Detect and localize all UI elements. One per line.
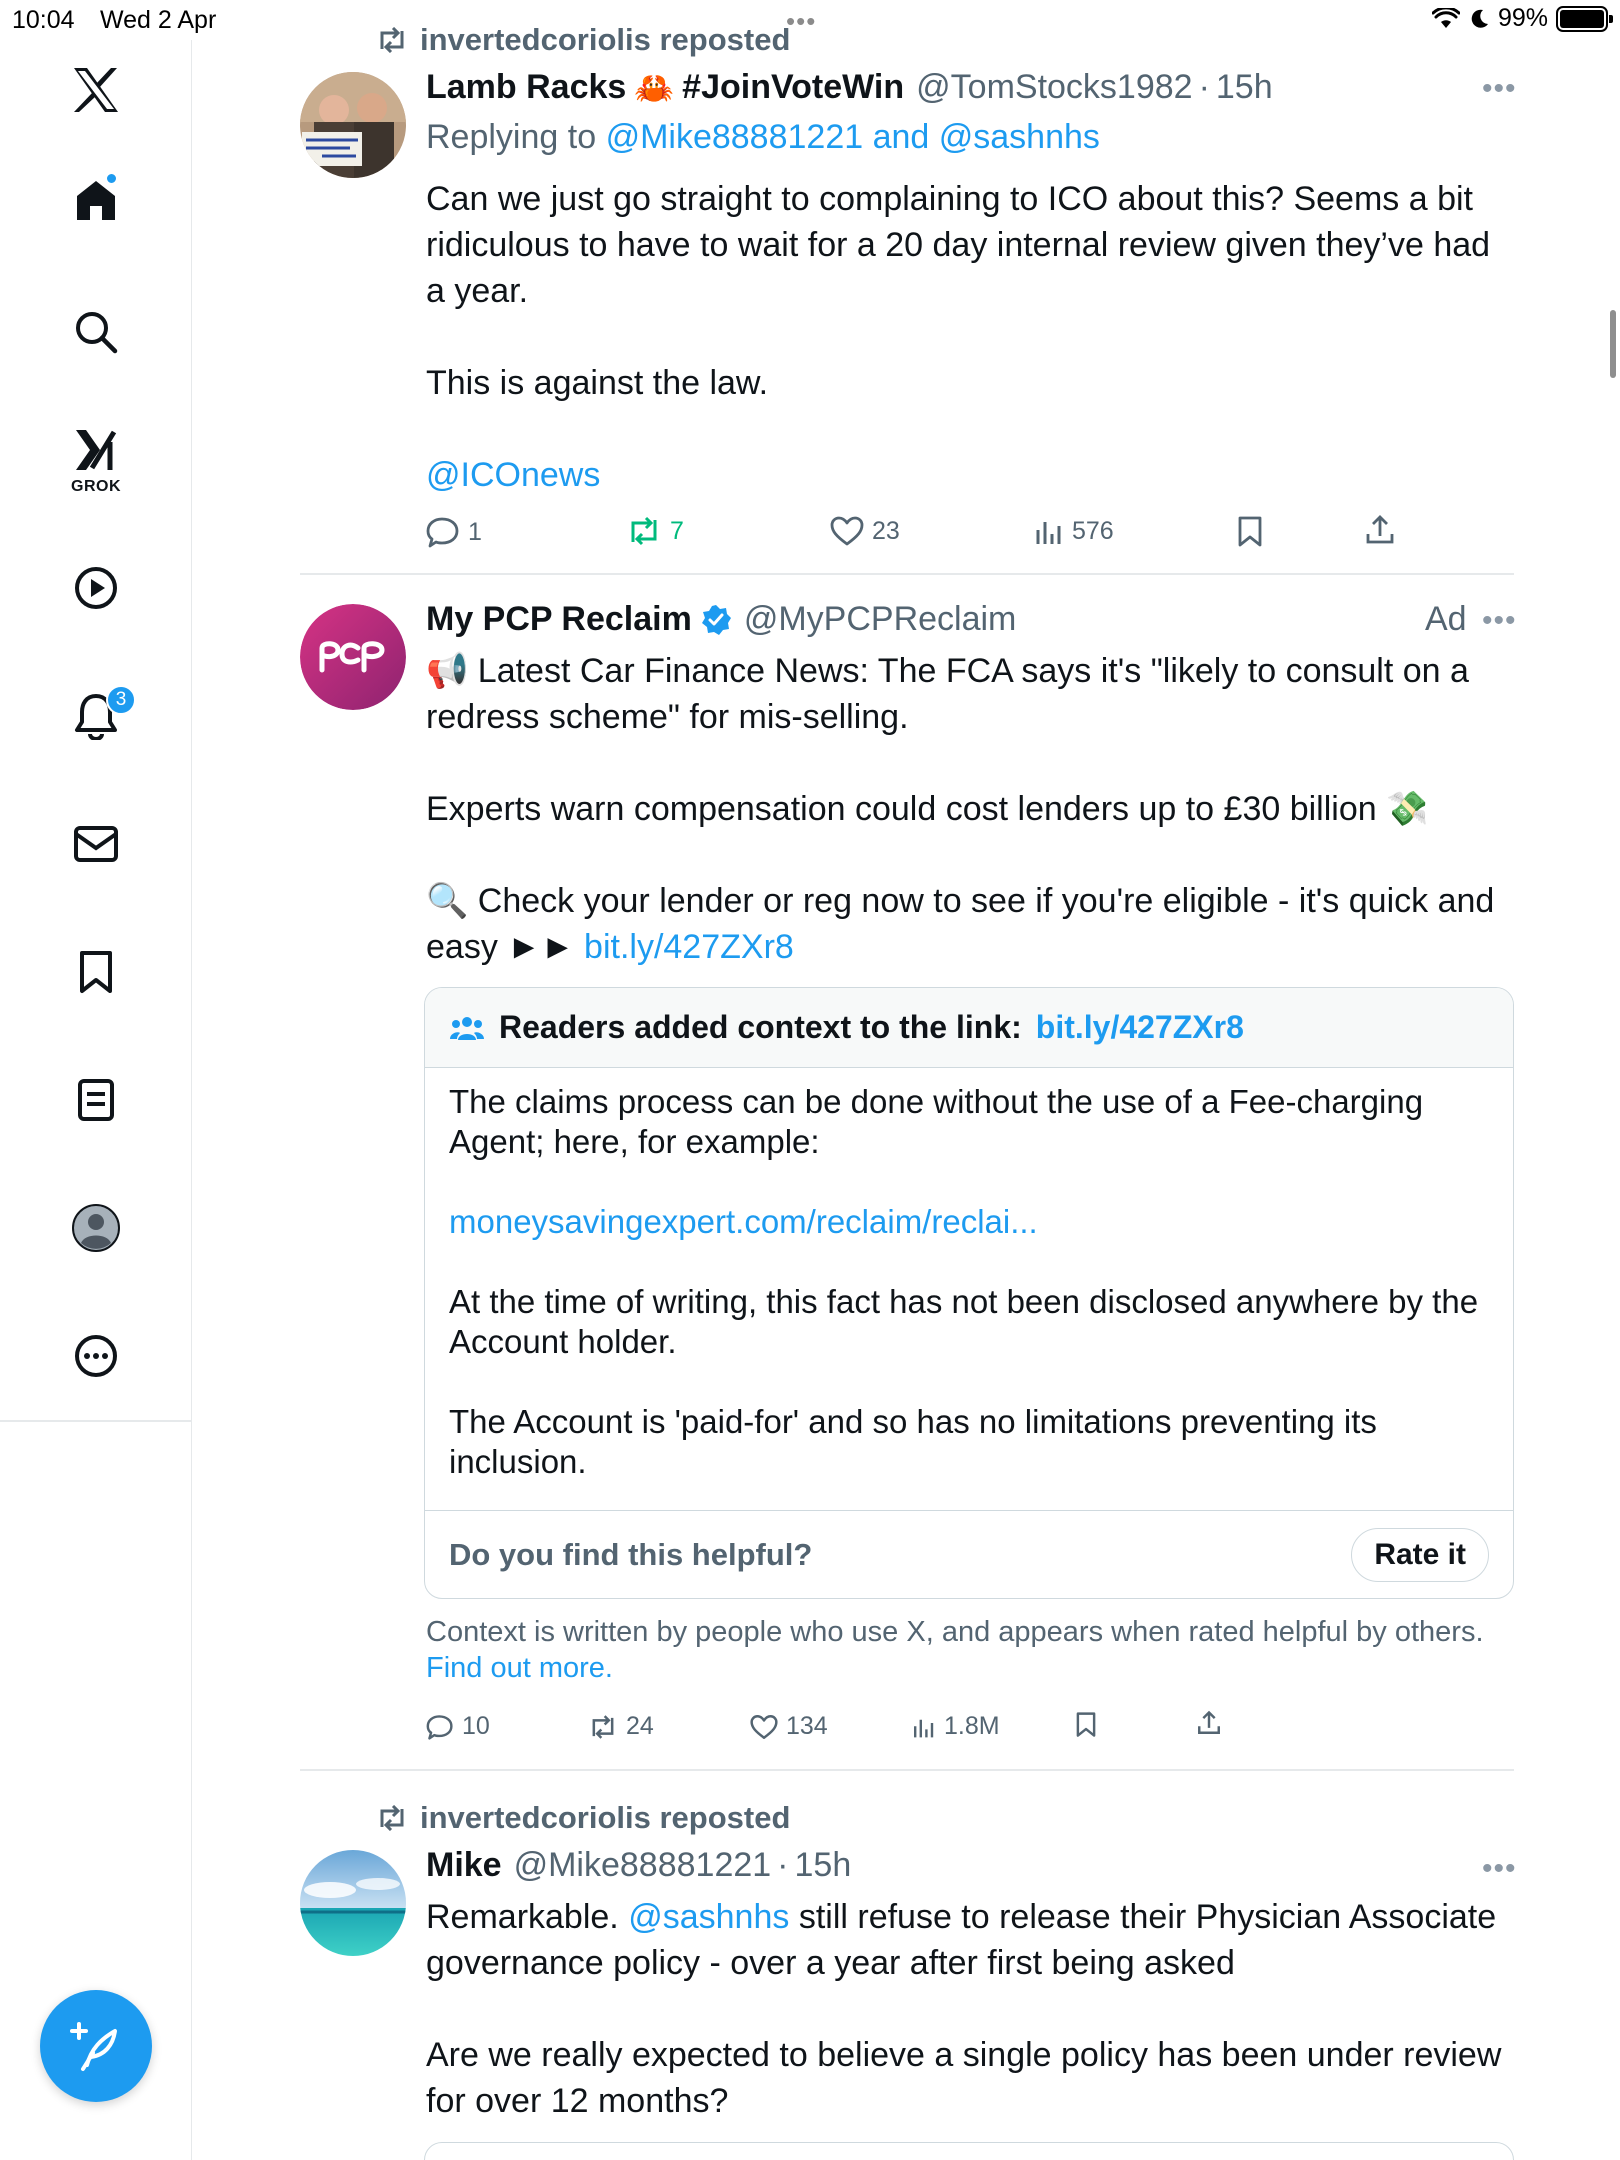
compose-post-button[interactable] (40, 1990, 152, 2102)
community-note-card (424, 987, 1514, 1599)
replying-to-users[interactable]: @Mike88881221 and @sashnhs (605, 118, 1100, 156)
like-count: 23 (872, 516, 900, 545)
home-new-dot (105, 172, 118, 185)
share-button[interactable] (1364, 514, 1396, 546)
tweet-body-text: still refuse to release their Physician Associate governance policy - over a year after first being asked (426, 1898, 1497, 1982)
battery-percent: 99% (1497, 4, 1548, 32)
reply-button[interactable] (426, 516, 482, 548)
views-chart-icon (912, 1715, 936, 1739)
repost-label (376, 1800, 790, 1836)
tweet-header (426, 68, 1273, 107)
notification-count-badge: 3 (106, 685, 136, 715)
share-icon (1364, 514, 1396, 546)
tweet-link[interactable]: bit.ly/427ZXr8 (584, 928, 794, 966)
note-caption (426, 1614, 1506, 1686)
note-link[interactable]: moneysavingexpert.com/reclaim/reclai... (449, 1203, 1038, 1240)
community-note-body (425, 1068, 1513, 1482)
tweet-body-text: Latest Car Finance News: The FCA says it's "likely to consult on a redress scheme" for mis-selling. (426, 652, 1469, 736)
repost-label-text: invertedcoriolis reposted (420, 22, 791, 57)
author-name[interactable]: Mike (426, 1846, 502, 1884)
bookmark-icon (1074, 1712, 1098, 1738)
arrows-glyph: ►► (507, 928, 575, 966)
tweet-body-line (426, 878, 1516, 970)
embedded-card-top[interactable] (424, 2142, 1514, 2160)
mention-link[interactable]: @ICOnews (426, 456, 601, 494)
note-rating-bar (425, 1510, 1513, 1598)
author-name-hashtag[interactable]: #JoinVoteWin (682, 68, 905, 106)
author-handle[interactable]: @MyPCPReclaim (743, 600, 1017, 638)
bookmark-icon (1236, 516, 1264, 548)
note-caption-text: Context is written by people who use X, and appears when rated helpful by others. (426, 1616, 1484, 1648)
tweet-divider (300, 1769, 1514, 1771)
lists-icon[interactable] (76, 1077, 116, 1123)
author-handle[interactable]: @Mike88881221 (513, 1846, 772, 1884)
megaphone-emoji-icon: 📢 (426, 652, 469, 690)
rate-it-button[interactable]: Rate it (1351, 1528, 1489, 1582)
repost-button[interactable] (626, 516, 684, 546)
tweet-body-text: Remarkable. (426, 1898, 619, 1936)
views-button[interactable] (912, 1712, 1000, 1741)
grok-label: GROK (71, 478, 121, 495)
tweet-more-icon[interactable]: ••• (1482, 72, 1517, 105)
messages-icon[interactable] (73, 824, 119, 864)
reply-icon (426, 516, 460, 548)
multitasking-dots-icon[interactable]: ••• (786, 6, 817, 36)
reply-count: 10 (462, 1712, 490, 1740)
repost-small-icon (376, 1805, 408, 1831)
money-wings-emoji-icon: 💸 (1386, 790, 1429, 828)
author-name[interactable]: My PCP Reclaim (426, 600, 692, 638)
repost-icon (588, 1714, 618, 1740)
author-name[interactable]: Lamb Racks (426, 68, 627, 106)
note-paragraph: The claims process can be done without the use of a Fee-charging Agent; here, for example: (449, 1083, 1424, 1160)
tweet-header (426, 600, 1016, 639)
search-icon[interactable] (74, 310, 118, 354)
tweet-more-icon[interactable]: ••• (1482, 604, 1517, 637)
battery-icon (1556, 6, 1608, 32)
note-helpful-question: Do you find this helpful? (449, 1536, 813, 1572)
tweet-body-line: Are we really expected to believe a single policy has been under review for over 12 months? (426, 2036, 1502, 2120)
compose-feather-icon (69, 2019, 123, 2073)
like-button[interactable] (750, 1712, 828, 1741)
sidebar-divider (0, 1420, 192, 1422)
avatar-mypcpreclaim[interactable] (300, 604, 406, 710)
magnifier-emoji-icon: 🔍 (426, 882, 469, 920)
find-out-more-link[interactable]: Find out more. (426, 1652, 613, 1684)
scroll-indicator[interactable] (1610, 310, 1616, 378)
video-play-icon[interactable] (73, 565, 119, 611)
tweet-time[interactable]: 15h (794, 1846, 852, 1884)
note-paragraph: The Account is 'paid-for' and so has no limitations preventing its inclusion. (449, 1403, 1377, 1480)
avatar-mike[interactable] (300, 1850, 406, 1956)
status-right (1432, 4, 1608, 33)
tweet-time[interactable]: 15h (1215, 68, 1273, 106)
note-header-label: Readers added context to the link: (499, 1009, 1022, 1045)
tweet-body-line (426, 786, 1516, 832)
note-paragraph: At the time of writing, this fact has not been disclosed anywhere by the Account holder. (449, 1283, 1479, 1360)
status-date: Wed 2 Apr (100, 6, 217, 34)
mention-link[interactable]: @sashnhs (628, 1898, 790, 1936)
tweet-divider (300, 573, 1514, 575)
reply-icon (426, 1714, 454, 1740)
note-header-link[interactable]: bit.ly/427ZXr8 (1035, 1009, 1244, 1045)
avatar-lamb-racks[interactable] (300, 72, 406, 178)
dot-separator: · (1198, 68, 1210, 106)
repost-label-text: invertedcoriolis reposted (420, 1800, 791, 1835)
grok-icon[interactable] (72, 428, 120, 472)
verified-badge-icon (700, 604, 732, 636)
reply-button[interactable] (426, 1712, 490, 1741)
views-count: 576 (1072, 516, 1114, 545)
status-bar (0, 0, 1620, 40)
people-icon (449, 1014, 485, 1042)
crab-emoji-icon: 🦀 (634, 69, 675, 106)
tweet-body (426, 648, 1516, 740)
ad-label: Ad (1425, 600, 1467, 638)
tweet-body (426, 1894, 1516, 1986)
tweet-body-text: Check your lender or reg now to see if you're eligible - it's quick and easy (426, 882, 1495, 966)
views-count: 1.8M (944, 1712, 1000, 1740)
views-button[interactable] (1034, 516, 1114, 546)
reply-count: 1 (468, 517, 482, 546)
community-note-header[interactable] (425, 988, 1513, 1068)
wifi-icon (1432, 8, 1460, 30)
tweet-body: Can we just go straight to complaining to ICO about this? Seems a bit ridiculous to have to wait for a 20 day internal review given they’ve had a year. (426, 180, 1491, 310)
profile-avatar-icon[interactable] (71, 1203, 121, 1253)
x-logo-icon[interactable] (71, 66, 121, 114)
like-count: 134 (786, 1712, 828, 1740)
repost-icon (626, 516, 662, 546)
moon-icon (1468, 8, 1490, 30)
share-icon (1196, 1710, 1222, 1736)
views-chart-icon (1034, 516, 1064, 546)
dot-separator: · (777, 1846, 789, 1884)
repost-count: 24 (626, 1712, 654, 1740)
bookmark-button[interactable] (1074, 1712, 1098, 1738)
status-time: 10:04 (12, 6, 75, 34)
repost-label (376, 22, 790, 58)
tweet-more-icon[interactable]: ••• (1482, 1852, 1517, 1885)
replying-to-prefix: Replying to (426, 118, 597, 156)
bookmark-button[interactable] (1236, 516, 1264, 548)
repost-count: 7 (670, 516, 684, 545)
heart-icon (830, 516, 864, 546)
repost-small-icon (376, 27, 408, 53)
more-options-icon[interactable] (73, 1333, 119, 1379)
repost-button[interactable] (588, 1712, 654, 1741)
tweet-header (426, 1846, 851, 1885)
replying-to (426, 118, 1100, 157)
like-button[interactable] (830, 516, 900, 546)
tweet-body-line: This is against the law. (426, 364, 769, 402)
bookmarks-icon[interactable] (77, 949, 115, 995)
heart-icon (750, 1714, 778, 1740)
tweet-body-text: Experts warn compensation could cost lenders up to £30 billion (426, 790, 1377, 828)
author-handle[interactable]: @TomStocks1982 (916, 68, 1193, 106)
share-button[interactable] (1196, 1710, 1222, 1736)
